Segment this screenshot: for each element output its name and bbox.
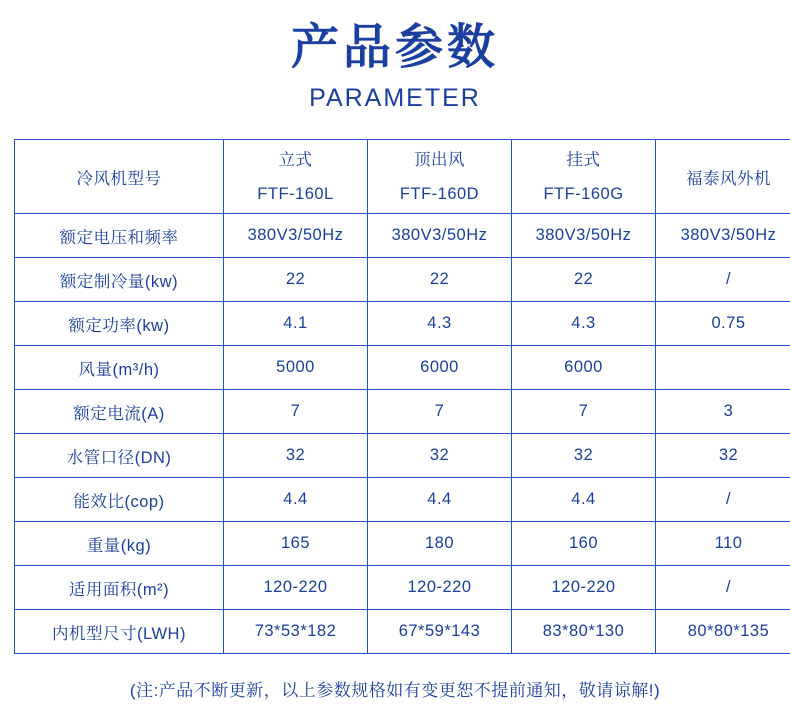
row-value: 110 bbox=[656, 522, 790, 566]
row-value: 32 bbox=[512, 434, 656, 478]
row-value: 5000 bbox=[224, 346, 368, 390]
row-value: 4.4 bbox=[368, 478, 512, 522]
row-label: 能效比(cop) bbox=[15, 478, 224, 522]
row-value: 22 bbox=[368, 258, 512, 302]
page-title: 产品参数 bbox=[290, 21, 499, 74]
row-value: 6000 bbox=[368, 346, 512, 390]
row-value: / bbox=[656, 478, 790, 522]
header-cell-type-3: 挂式 bbox=[512, 140, 656, 176]
header-cell-model-3: FTF-160G bbox=[512, 175, 656, 214]
row-label: 额定电流(A) bbox=[15, 390, 224, 434]
table-row bbox=[15, 566, 790, 610]
header-cell-model-1: FTF-160L bbox=[224, 175, 368, 214]
table-row bbox=[15, 302, 790, 346]
row-value: 73*53*182 bbox=[224, 610, 368, 654]
table-row bbox=[15, 214, 790, 258]
row-value: 380V3/50Hz bbox=[224, 214, 368, 258]
row-label: 额定功率(kw) bbox=[15, 302, 224, 346]
row-value: 120-220 bbox=[224, 566, 368, 610]
row-label: 水管口径(DN) bbox=[15, 434, 224, 478]
row-value: 32 bbox=[224, 434, 368, 478]
footer-note: (注:产品不断更新，以上参数规格如有变更恕不提前通知，敬请谅解!) bbox=[129, 681, 661, 700]
header-cell-model-label: 冷风机型号 bbox=[15, 140, 224, 214]
row-label: 额定制冷量(kw) bbox=[15, 258, 224, 302]
table-row bbox=[15, 390, 790, 434]
row-value: 380V3/50Hz bbox=[368, 214, 512, 258]
row-value: 180 bbox=[368, 522, 512, 566]
table-row bbox=[15, 610, 790, 654]
row-value: 83*80*130 bbox=[512, 610, 656, 654]
row-value: 380V3/50Hz bbox=[656, 214, 790, 258]
row-label: 适用面积(m²) bbox=[15, 566, 224, 610]
row-value: 120-220 bbox=[512, 566, 656, 610]
parameter-table bbox=[14, 139, 790, 654]
row-value: 32 bbox=[656, 434, 790, 478]
row-value: 67*59*143 bbox=[368, 610, 512, 654]
row-value: 7 bbox=[224, 390, 368, 434]
table-row bbox=[15, 434, 790, 478]
row-value: 7 bbox=[368, 390, 512, 434]
row-value: / bbox=[656, 566, 790, 610]
row-value: 22 bbox=[224, 258, 368, 302]
table-row bbox=[15, 258, 790, 302]
row-value: 165 bbox=[224, 522, 368, 566]
row-value: 4.3 bbox=[512, 302, 656, 346]
parameter-table-wrapper bbox=[14, 139, 776, 654]
row-value: 7 bbox=[512, 390, 656, 434]
row-value: 22 bbox=[512, 258, 656, 302]
page-subtitle: PARAMETER bbox=[309, 84, 481, 112]
table-row bbox=[15, 478, 790, 522]
header-cell-outdoor-unit: 福泰风外机 bbox=[656, 140, 790, 214]
table-row bbox=[15, 522, 790, 566]
row-value: / bbox=[656, 258, 790, 302]
row-value: 4.4 bbox=[512, 478, 656, 522]
table-header-row-type bbox=[15, 140, 790, 176]
row-value: 380V3/50Hz bbox=[512, 214, 656, 258]
row-label: 额定电压和频率 bbox=[15, 214, 224, 258]
header-cell-type-1: 立式 bbox=[224, 140, 368, 176]
row-value: 120-220 bbox=[368, 566, 512, 610]
parameter-table-body bbox=[15, 140, 790, 654]
row-value: 3 bbox=[656, 390, 790, 434]
row-value: 6000 bbox=[512, 346, 656, 390]
row-value: 0.75 bbox=[656, 302, 790, 346]
row-value: 160 bbox=[512, 522, 656, 566]
row-value: 4.4 bbox=[224, 478, 368, 522]
row-value: 80*80*135 bbox=[656, 610, 790, 654]
row-value: 4.1 bbox=[224, 302, 368, 346]
header-cell-model-2: FTF-160D bbox=[368, 175, 512, 214]
row-value: 32 bbox=[368, 434, 512, 478]
row-value: 4.3 bbox=[368, 302, 512, 346]
row-label: 重量(kg) bbox=[15, 522, 224, 566]
table-row bbox=[15, 346, 790, 390]
row-label: 内机型尺寸(LWH) bbox=[15, 610, 224, 654]
row-label: 风量(m³/h) bbox=[15, 346, 224, 390]
row-value bbox=[656, 346, 790, 390]
header-cell-type-2: 顶出风 bbox=[368, 140, 512, 176]
